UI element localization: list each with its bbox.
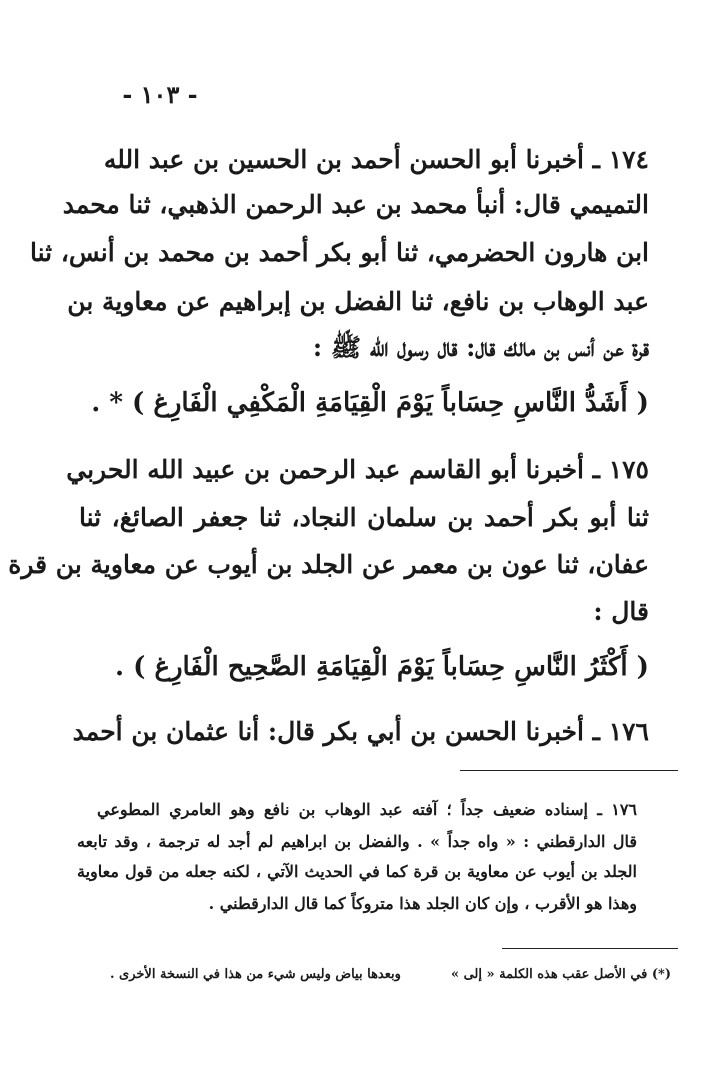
footnote-line-1: ١٧٦ ـ إسناده ضعيف جداً ؛ آفته عبد الوهاب بن نافع وهو العامري المطوعي (97, 800, 637, 819)
hadith-174-line-4: عبد الوهاب بن نافع، ثنا الفضل بن إبراهيم عن معاوية بن (67, 287, 649, 316)
footnote-line-2: قال الدارقطني : « واه جداً » . والفضل بن ابراهيم لم أجد له ترجمة ، وقد تابعه (77, 832, 637, 851)
manuscript-note-left: وبعدها بياض وليس شيء من هذا في النسخة الأخرى . (110, 967, 401, 982)
manuscript-note-right: (*) في الأصل عقب هذه الكلمة « إلى » (450, 967, 671, 982)
hadith-174-line-1: ١٧٤ ـ أخبرنا أبو الحسن أحمد بن الحسين بن عبد الله (103, 145, 649, 174)
hadith-174-line-5: قرة عن أنس بن مالك قال: قال رسول الله ﷺ : (312, 333, 649, 362)
footnote-separator (460, 770, 678, 771)
hadith-175-line-1: ١٧٥ ـ أخبرنا أبو القاسم عبد الرحمن بن عبيد الله الحربي (66, 455, 649, 484)
footnote-line-3: الجلد بن أيوب عن معاوية بن قرة كما في الحديث الآتي ، لكنه جعله من قول معاوية (77, 862, 637, 881)
page-number: - ١٠٣ - (122, 80, 198, 109)
hadith-174-text: ( أَشَدُّ النَّاسِ حِسَاباً يَوْمَ الْقِيَامَةِ الْمَكْفِي الْفَارِغ ) * . (91, 388, 649, 418)
hadith-175-text: ( أَكْثَرُ النَّاسِ حِسَاباً يَوْمَ الْقِيَامَةِ الصَّحِيح الْفَارِغ ) . (114, 652, 649, 682)
hadith-175-line-2: ثنا أبو بكر أحمد بن سلمان النجاد، ثنا جعفر الصائغ، ثنا (79, 503, 649, 532)
hadith-174-line-2: التميمي قال: أنبأ محمد بن عبد الرحمن الذهبي، ثنا محمد (62, 190, 649, 219)
footnote-line-4: وهذا هو الأقرب ، وإن كان الجلد هذا متروكاً كما قال الدارقطني . (208, 894, 637, 913)
hadith-175-line-4: قال : (593, 597, 649, 626)
hadith-174-line-3: ابن هارون الحضرمي، ثنا أبو بكر أحمد بن محمد بن أنس، ثنا (30, 238, 649, 267)
hadith-175-line-3: عفان، ثنا عون بن معمر عن الجلد بن أيوب عن معاوية بن قرة (8, 550, 649, 579)
hadith-176-line-1: ١٧٦ ـ أخبرنا الحسن بن أبي بكر قال: أنا عثمان بن أحمد (72, 717, 649, 746)
note-separator (502, 948, 678, 949)
